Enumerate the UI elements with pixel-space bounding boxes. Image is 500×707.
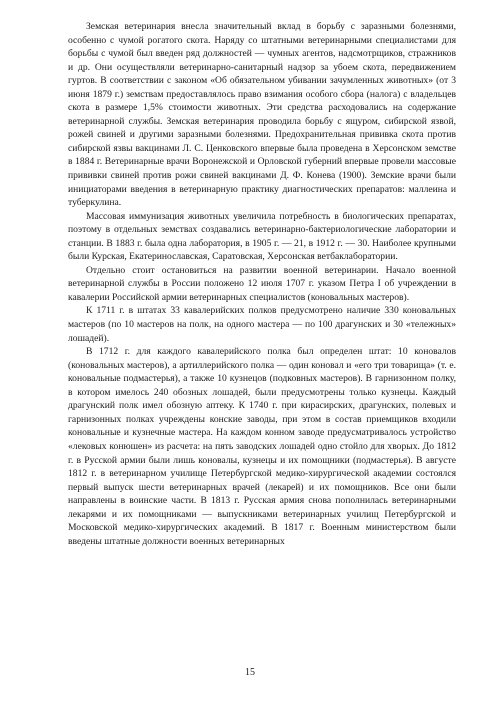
paragraph-military-veterinary: Отдельно стоит остановиться на развитии военной ветеринарии. Начало военной ветеринарной службы в России положено 12 июля 1707 г. указом Петра I об учреждении в кавалерии Российской армии ветеринарных специалистов (коновальных мастеров). <box>68 264 456 303</box>
paragraph-zemstvo-veterinary: Земская ветеринария внесла значительный вклад в борьбу с заразными болезнями, особенно с чумой рогатого скота. Наряду со штатными ветеринарными специалистами для борьбы с чумой был введен ряд должностей — чумных агентов, надсмотрщиков, стражников и др. Они осуществляли ветеринарно-санитарный надзор за убоем скота, передвижением гуртов. В соответствии с законом «Об обязательном убивании зачумленных животных» (от 3 июня 1879 г.) земствам предоставлялось право взимания особого сбора (налога) с владельцев скота в размере 1,5% стоимости животных. Эти средства расходовались на содержание ветеринарной службы. Земская ветеринария проводила борьбу с ящуром, сибирской язвой, рожей свиней и другими заразными болезнями. Предохранительная прививка скота против сибирской язвы вакцинами Л. С. Ценковского впервые была проведена в Херсонском земстве в 1884 г. Ветеринарные врачи Воронежской и Орловской губерний впервые провели массовые прививки свиней против рожи свиней вакцинами Д. Ф. Конева (1900). Земские врачи были инициаторами введения в ветеринарную практику диагностических препаратов: маллеина и туберкулина. <box>68 21 456 209</box>
body-text <box>68 20 456 548</box>
paragraph-mass-immunization: Массовая иммунизация животных увеличила потребность в биологических препаратах, поэтому в отдельных земствах создавались ветеринарно-бактериологические лаборатории и станции. В 1883 г. была одна лаборатория, в 1905 г. — 21, в 1912 г. — 30. Наиболее крупными были Курская, Екатеринославская, Саратовская, Херсонская ветбаклаборатории. <box>68 210 456 263</box>
paragraph-1712-staff: В 1712 г. для каждого кавалерийского полка был определен штат: 10 коновалов (коновальных мастеров), а артиллерийского полка — один коновал и «его три товарища» (т. е. коновальные подмастерья), а также 10 кузнецов (подковных мастеров). В гарнизонном полку, в котором имелось 240 обозных лошадей, были предусмотрены только кузнецы. Каждый драгунский полк имел обозную аптеку. К 1740 г. при кирасирских, драгунских, полевых и гарнизонных полках учреждены конские заводы, при этом в состав приемщиков входили коновальные и кузнечные мастера. На каждом конном заводе предусматривалось устройство «лековых конюшен» из расчета: на пять заводских лошадей одно стойло для хворых. До 1812 г. в Русской армии были лишь коновалы, кузнецы и их помощники (подмастерья). В августе 1812 г. в ветеринарном училище Петербургской медико-хирургической академии состоялся первый выпуск шести ветеринарных врачей (лекарей) и их помощников. Все они были направлены в воинские части. В 1813 г. Русская армия снова пополнилась ветеринарными лекарями и их помощниками — выпускниками ветеринарных училищ Петербургской и Московской медико-хирургических академий. В 1817 г. Военным министерством были введены штатные должности военных ветеринарных <box>68 346 456 547</box>
paragraph-1711-staff: К 1711 г. в штатах 33 кавалерийских полков предусмотрено наличие 330 коновальных мастеров (по 10 мастеров на полк, на одного мастера — по 100 драгунских и 30 «тележных» лошадей). <box>68 305 456 344</box>
page-number: 15 <box>245 667 255 678</box>
